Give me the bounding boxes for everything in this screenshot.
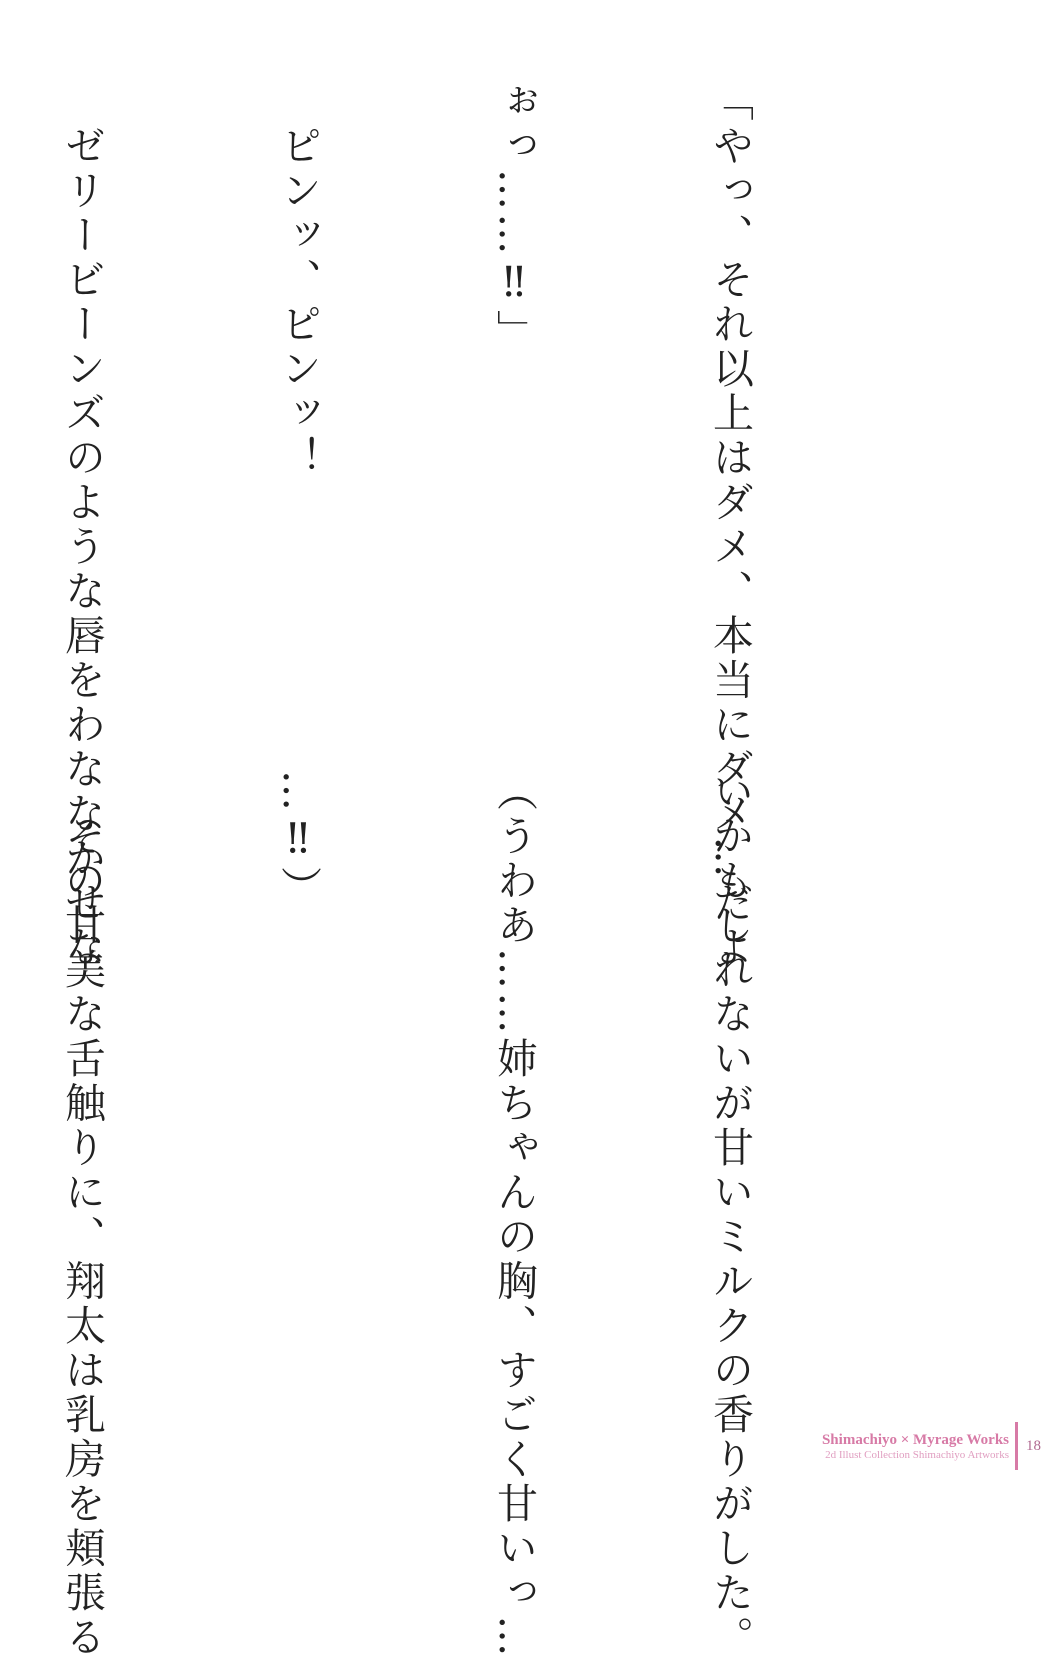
footer-brand: Shimachiyo × Myrage Works: [821, 1431, 1009, 1448]
lower-text-column-block: [58, 770, 910, 1660]
text-line: ピンッ、ピンッ！: [274, 80, 322, 481]
page-number: 18: [1026, 1437, 1041, 1454]
text-line: …‼）: [274, 770, 322, 911]
footer-subtitle: 2d Illust Collection Shimachiyo Artworks: [825, 1448, 1009, 1461]
text-line: ゼリービーンズのような唇をわななかせな: [58, 80, 106, 970]
text-line: ぉっ……‼」: [490, 80, 538, 354]
text-line: 「やっ、それ以上はダメ、本当にダメ…だよ: [706, 80, 754, 970]
text-line: （うわあ……姉ちゃんの胸、すごく甘いっ…: [490, 770, 538, 1660]
footer-titles: [822, 1422, 1015, 1470]
upper-text-column-block: [58, 80, 910, 970]
page-footer: [822, 1422, 1041, 1470]
footer-divider: [1015, 1422, 1018, 1470]
text-line: いかもしれないが甘いミルクの香りがした。: [706, 770, 754, 1660]
text-line: その甘美な舌触りに、翔太は乳房を頬張る: [58, 770, 106, 1660]
